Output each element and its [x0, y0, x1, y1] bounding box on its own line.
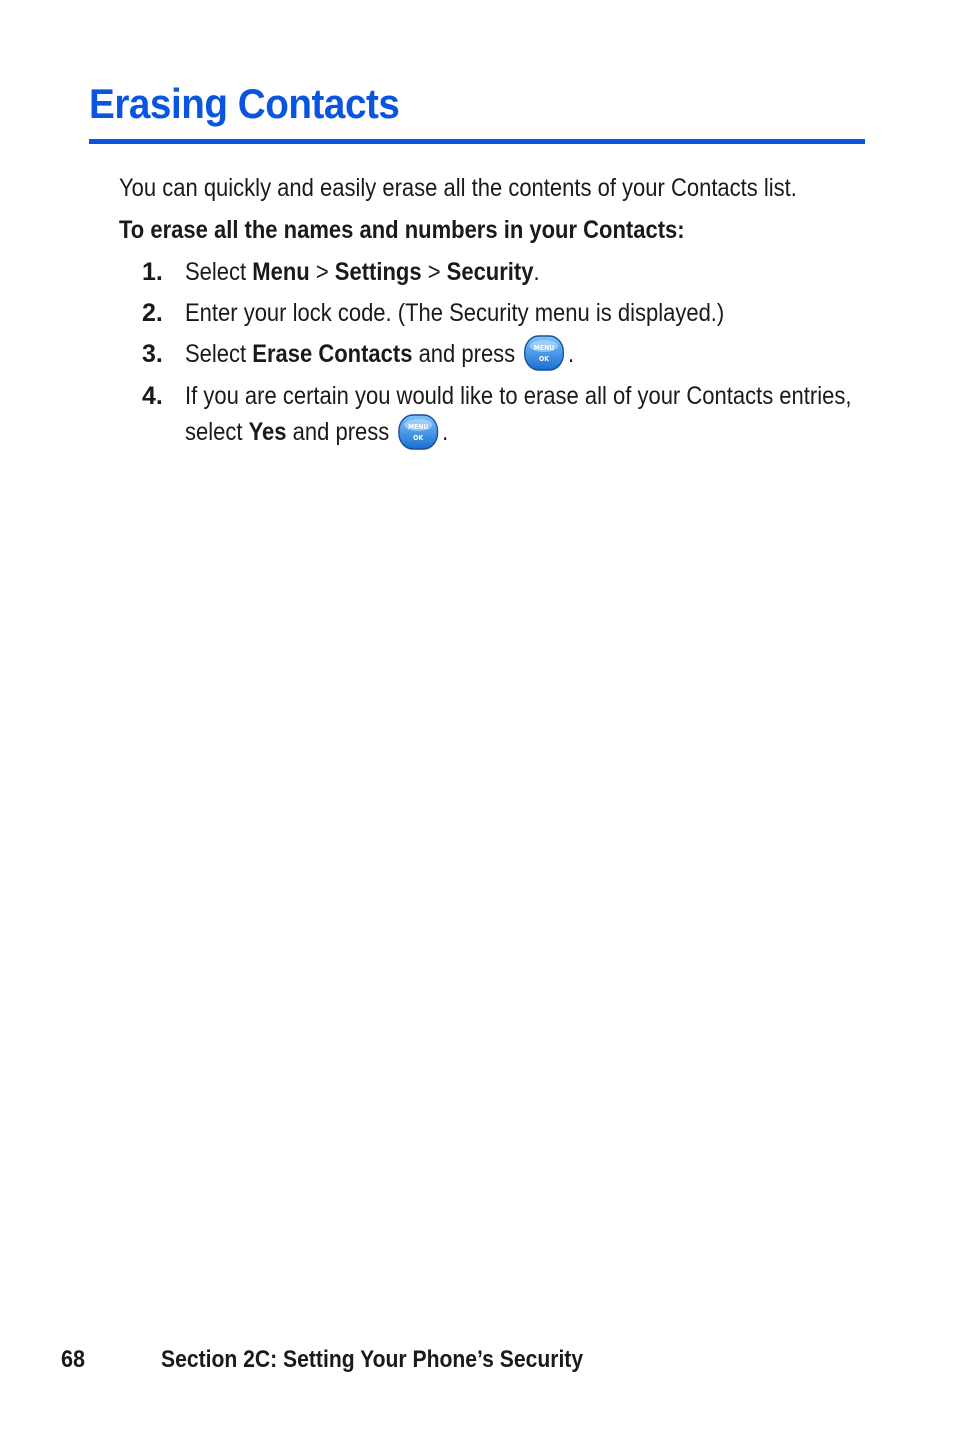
step-item	[119, 336, 879, 373]
erase-contacts-label: Erase Contacts	[252, 340, 413, 368]
procedure-lead: To erase all the names and numbers in your Contacts:	[119, 216, 685, 244]
step-text-plain: Select	[185, 258, 253, 286]
step-number: 2.	[142, 299, 163, 327]
step-text-period: .	[442, 418, 449, 447]
intro-paragraph: You can quickly and easily erase all the contents of your Contacts list.	[119, 174, 797, 202]
page-number: 68	[61, 1346, 86, 1373]
step-text-line	[185, 414, 796, 451]
step-item	[119, 254, 879, 290]
step-number: 3.	[142, 340, 163, 368]
settings-label: Settings	[334, 258, 422, 286]
menu-ok-key-icon	[524, 335, 564, 371]
title-rule	[89, 139, 865, 144]
step-text-plain: select	[185, 418, 249, 447]
step-text-plain: and press	[412, 340, 516, 368]
step-text: Enter your lock code. (The Security menu is displayed.)	[185, 299, 725, 327]
page-title: Erasing Contacts	[89, 80, 400, 127]
step-item	[119, 295, 879, 331]
step-item	[119, 378, 879, 451]
step-number: 1.	[142, 258, 163, 286]
step-text-period: .	[533, 258, 540, 286]
step-text-line: If you are certain you would like to erase all of your Contacts entries,	[185, 382, 852, 411]
menu-label: Menu	[252, 258, 310, 286]
step-text-separator: >	[309, 258, 335, 286]
step-text	[185, 378, 852, 451]
section-name: Section 2C: Setting Your Phone’s Security	[161, 1346, 584, 1373]
security-label: Security	[446, 258, 534, 286]
svg-text:OK: OK	[413, 433, 424, 442]
steps-list	[119, 254, 879, 452]
svg-text:MENU: MENU	[408, 422, 429, 431]
step-text-separator: >	[421, 258, 447, 286]
yes-label: Yes	[248, 418, 287, 447]
content	[119, 170, 879, 457]
menu-ok-key-icon	[398, 414, 438, 450]
svg-text:MENU: MENU	[534, 344, 555, 353]
step-number: 4.	[142, 382, 163, 411]
step-text-plain: and press	[286, 418, 390, 447]
step-text-period: .	[567, 340, 575, 368]
step-text	[185, 254, 796, 290]
step-text-plain: Select	[185, 340, 253, 368]
step-text	[185, 336, 796, 373]
svg-text:OK: OK	[539, 355, 550, 364]
